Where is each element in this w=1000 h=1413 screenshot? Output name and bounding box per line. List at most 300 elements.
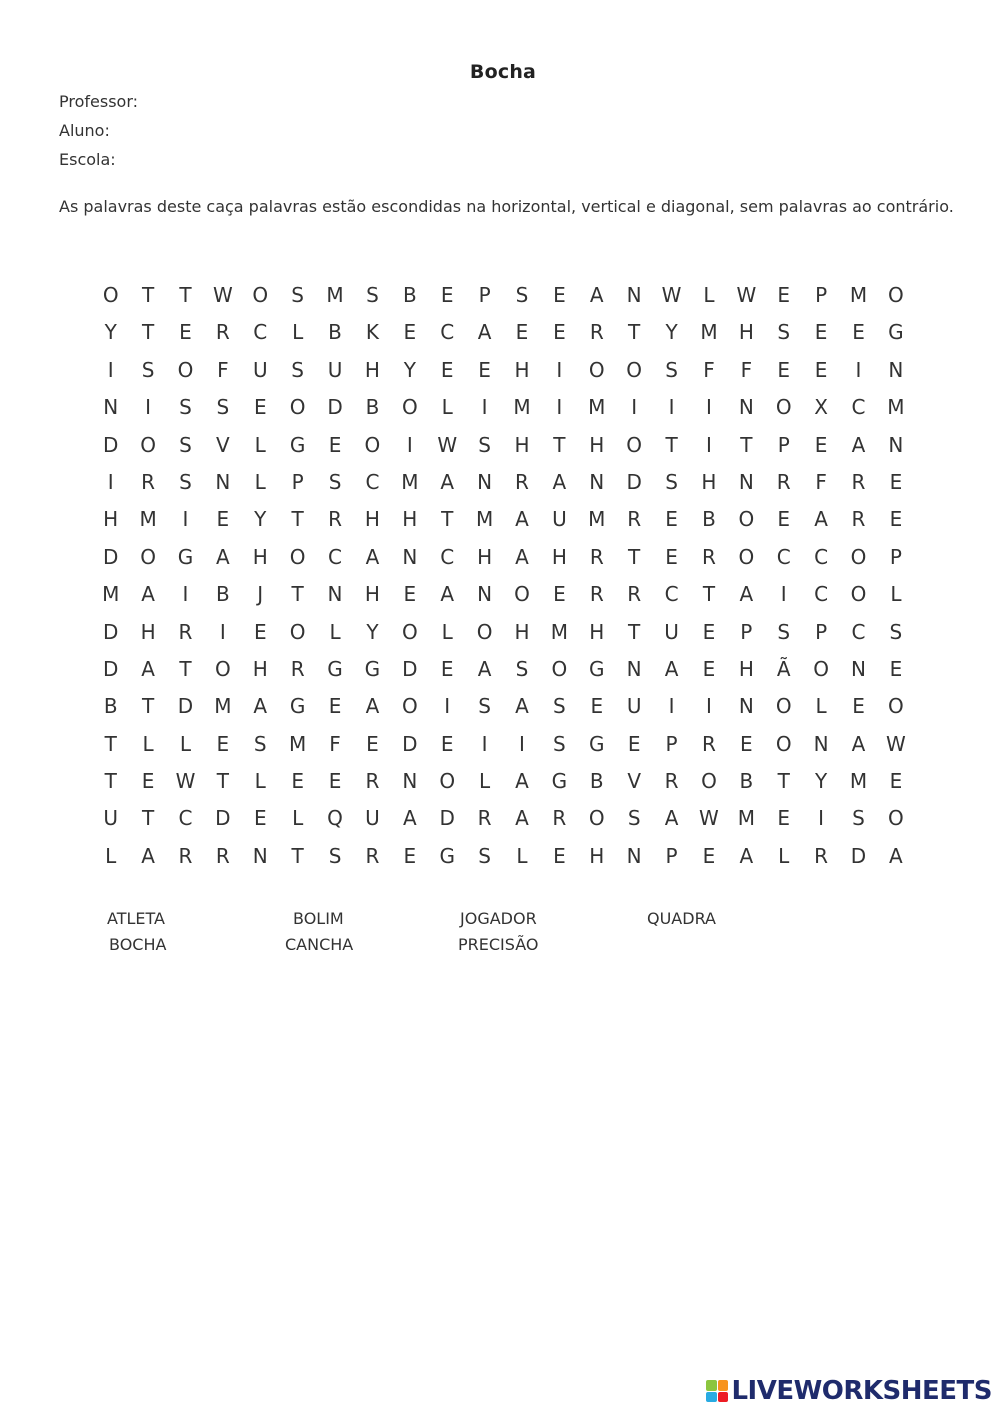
grid-cell[interactable]: H xyxy=(477,544,493,569)
grid-cell[interactable]: M xyxy=(475,507,494,532)
grid-cell[interactable]: D xyxy=(327,395,343,420)
grid-cell[interactable]: L xyxy=(815,694,827,719)
grid-cell[interactable]: N xyxy=(738,694,754,719)
grid-cell[interactable]: R xyxy=(290,656,305,681)
grid-cell[interactable]: W xyxy=(212,283,233,307)
grid-cell[interactable]: O xyxy=(439,769,456,794)
grid-cell[interactable]: E xyxy=(553,582,566,607)
grid-cell[interactable]: I xyxy=(444,694,451,719)
grid-cell[interactable]: L xyxy=(890,582,902,607)
grid-cell[interactable]: E xyxy=(702,619,716,644)
grid-cell[interactable]: I xyxy=(556,395,563,420)
grid-cell[interactable]: A xyxy=(477,656,492,681)
grid-cell[interactable]: I xyxy=(107,357,114,382)
grid-cell[interactable]: H xyxy=(589,619,605,644)
grid-cell[interactable]: L xyxy=(292,320,304,345)
grid-cell[interactable]: U xyxy=(365,806,380,831)
grid-cell[interactable]: E xyxy=(253,619,267,644)
grid-cell[interactable]: H xyxy=(402,507,418,532)
grid-cell[interactable]: H xyxy=(514,619,530,644)
grid-cell[interactable]: B xyxy=(589,769,604,794)
grid-cell[interactable]: S xyxy=(179,469,192,494)
grid-cell[interactable]: V xyxy=(216,432,230,457)
grid-cell[interactable]: M xyxy=(214,694,232,719)
grid-cell[interactable]: J xyxy=(257,582,264,607)
grid-cell[interactable]: E xyxy=(889,769,903,794)
grid-cell[interactable]: O xyxy=(775,694,792,719)
grid-cell[interactable]: A xyxy=(739,843,754,868)
grid-cell[interactable]: O xyxy=(888,283,904,307)
grid-cell[interactable]: O xyxy=(252,283,269,307)
grid-cell[interactable]: E xyxy=(291,769,304,794)
grid-cell[interactable]: O xyxy=(401,694,418,719)
grid-cell[interactable]: O xyxy=(289,544,306,569)
grid-cell[interactable]: R xyxy=(365,769,380,794)
grid-cell[interactable]: L xyxy=(292,806,304,831)
grid-cell[interactable]: W xyxy=(699,806,719,831)
grid-cell[interactable]: A xyxy=(515,507,529,532)
grid-cell[interactable]: Y xyxy=(104,320,117,345)
grid-cell[interactable]: C xyxy=(253,320,268,345)
grid-cell[interactable]: E xyxy=(590,694,604,719)
grid-cell[interactable]: M xyxy=(513,395,531,420)
grid-cell[interactable]: U xyxy=(664,619,679,644)
grid-cell[interactable]: A xyxy=(589,283,604,307)
grid-cell[interactable]: N xyxy=(626,843,642,868)
grid-cell[interactable]: S xyxy=(852,806,865,831)
grid-cell[interactable]: A xyxy=(739,582,754,607)
grid-cell[interactable]: O xyxy=(551,656,568,681)
grid-cell[interactable]: C xyxy=(776,544,791,569)
grid-cell[interactable]: E xyxy=(403,320,417,345)
grid-cell[interactable]: S xyxy=(665,469,678,494)
grid-cell[interactable]: Y xyxy=(366,619,379,644)
grid-cell[interactable]: A xyxy=(664,656,679,681)
grid-cell[interactable]: M xyxy=(849,769,868,794)
grid-cell[interactable]: S xyxy=(515,656,529,681)
grid-cell[interactable]: O xyxy=(888,806,904,831)
grid-cell[interactable]: M xyxy=(700,320,718,345)
grid-cell[interactable]: N xyxy=(626,283,642,307)
grid-cell[interactable]: E xyxy=(665,544,678,569)
grid-cell[interactable]: E xyxy=(328,769,342,794)
grid-cell[interactable]: E xyxy=(553,843,566,868)
grid-cell[interactable]: M xyxy=(102,582,120,607)
grid-cell[interactable]: O xyxy=(588,806,605,831)
grid-cell[interactable]: N xyxy=(851,656,866,681)
grid-cell[interactable]: V xyxy=(627,769,641,794)
grid-cell[interactable]: T xyxy=(179,283,192,307)
grid-cell[interactable]: S xyxy=(777,320,791,345)
grid-cell[interactable]: D xyxy=(402,731,418,756)
grid-cell[interactable]: G xyxy=(177,544,194,569)
grid-cell[interactable]: H xyxy=(364,507,380,532)
grid-cell[interactable]: C xyxy=(814,582,829,607)
grid-cell[interactable]: I xyxy=(780,582,787,607)
grid-cell[interactable]: E xyxy=(889,656,903,681)
grid-cell[interactable]: E xyxy=(553,320,566,345)
grid-cell[interactable]: I xyxy=(182,507,189,532)
grid-cell[interactable]: A xyxy=(664,806,679,831)
grid-cell[interactable]: G xyxy=(551,769,568,794)
grid-cell[interactable]: M xyxy=(401,469,419,494)
grid-cell[interactable]: R xyxy=(477,806,492,831)
grid-cell[interactable]: C xyxy=(440,544,455,569)
grid-cell[interactable]: F xyxy=(703,357,715,382)
grid-cell[interactable]: M xyxy=(550,619,569,644)
grid-cell[interactable]: H xyxy=(252,656,268,681)
grid-cell[interactable]: H xyxy=(364,582,380,607)
grid-cell[interactable]: Y xyxy=(665,320,678,345)
grid-cell[interactable]: Ã xyxy=(776,656,791,681)
grid-cell[interactable]: S xyxy=(889,619,903,644)
grid-cell[interactable]: D xyxy=(102,544,119,569)
grid-cell[interactable]: M xyxy=(849,283,868,307)
grid-cell[interactable]: L xyxy=(179,731,192,756)
grid-cell[interactable]: R xyxy=(776,469,791,494)
grid-cell[interactable]: S xyxy=(253,731,267,756)
grid-cell[interactable]: I xyxy=(145,395,152,420)
grid-cell[interactable]: L xyxy=(516,843,528,868)
grid-cell[interactable]: F xyxy=(329,731,341,756)
grid-cell[interactable]: I xyxy=(481,395,488,420)
grid-cell[interactable]: I xyxy=(705,395,712,420)
grid-cell[interactable]: P xyxy=(815,283,828,307)
grid-cell[interactable]: E xyxy=(740,731,753,756)
grid-cell[interactable]: D xyxy=(402,656,418,681)
grid-cell[interactable]: O xyxy=(289,395,306,420)
grid-cell[interactable]: F xyxy=(740,357,753,382)
grid-cell[interactable]: M xyxy=(737,806,755,831)
grid-cell[interactable]: B xyxy=(739,769,754,794)
grid-cell[interactable]: T xyxy=(291,582,304,607)
grid-cell[interactable]: S xyxy=(553,694,566,719)
grid-cell[interactable]: T xyxy=(291,843,304,868)
grid-cell[interactable]: E xyxy=(440,656,454,681)
grid-cell[interactable]: O xyxy=(888,694,904,719)
grid-cell[interactable]: H xyxy=(252,544,268,569)
grid-cell[interactable]: L xyxy=(479,769,491,794)
grid-cell[interactable]: T xyxy=(628,320,641,345)
grid-cell[interactable]: N xyxy=(888,357,904,382)
grid-cell[interactable]: E xyxy=(553,283,566,307)
grid-cell[interactable]: L xyxy=(703,283,715,307)
grid-cell[interactable]: A xyxy=(365,544,380,569)
grid-cell[interactable]: Y xyxy=(815,769,828,794)
grid-cell[interactable]: T xyxy=(740,432,753,457)
grid-cell[interactable]: R xyxy=(627,582,642,607)
grid-cell[interactable]: S xyxy=(291,283,304,307)
grid-cell[interactable]: T xyxy=(702,582,716,607)
grid-cell[interactable]: C xyxy=(328,544,343,569)
grid-cell[interactable]: L xyxy=(254,432,266,457)
grid-cell[interactable]: A xyxy=(365,694,380,719)
grid-cell[interactable]: S xyxy=(553,731,566,756)
grid-cell[interactable]: B xyxy=(402,283,417,307)
grid-cell[interactable]: T xyxy=(104,731,117,756)
grid-cell[interactable]: E xyxy=(814,320,828,345)
grid-cell[interactable]: E xyxy=(777,806,791,831)
grid-cell[interactable]: K xyxy=(365,320,379,345)
grid-cell[interactable]: E xyxy=(478,357,491,382)
grid-cell[interactable]: T xyxy=(216,769,229,794)
grid-cell[interactable]: S xyxy=(478,432,491,457)
grid-cell[interactable]: R xyxy=(365,843,380,868)
grid-cell[interactable]: A xyxy=(515,544,529,569)
grid-cell[interactable]: A xyxy=(552,469,567,494)
grid-cell[interactable]: O xyxy=(476,619,493,644)
grid-cell[interactable]: S xyxy=(328,843,342,868)
grid-cell[interactable]: U xyxy=(252,357,268,382)
grid-cell[interactable]: O xyxy=(401,619,418,644)
grid-cell[interactable]: P xyxy=(665,843,678,868)
grid-cell[interactable]: I xyxy=(668,395,675,420)
grid-cell[interactable]: N xyxy=(477,469,493,494)
grid-cell[interactable]: H xyxy=(701,469,717,494)
grid-cell[interactable]: P xyxy=(777,432,790,457)
grid-cell[interactable]: C xyxy=(440,320,455,345)
grid-cell[interactable]: N xyxy=(738,395,754,420)
grid-cell[interactable]: R xyxy=(515,469,529,494)
grid-cell[interactable]: E xyxy=(665,507,678,532)
grid-cell[interactable]: R xyxy=(589,544,604,569)
grid-cell[interactable]: S xyxy=(366,283,379,307)
grid-cell[interactable]: O xyxy=(177,357,194,382)
grid-cell[interactable]: T xyxy=(628,544,641,569)
grid-cell[interactable]: G xyxy=(364,656,381,681)
grid-cell[interactable]: O xyxy=(775,395,792,420)
grid-cell[interactable]: R xyxy=(178,843,193,868)
grid-cell[interactable]: O xyxy=(514,582,530,607)
grid-cell[interactable]: O xyxy=(738,544,755,569)
grid-cell[interactable]: B xyxy=(365,395,380,420)
grid-cell[interactable]: T xyxy=(553,432,566,457)
grid-cell[interactable]: R xyxy=(589,582,604,607)
grid-cell[interactable]: D xyxy=(850,843,867,868)
grid-cell[interactable]: I xyxy=(406,432,413,457)
grid-cell[interactable]: H xyxy=(738,320,754,345)
grid-cell[interactable]: P xyxy=(815,619,828,644)
grid-cell[interactable]: N xyxy=(215,469,231,494)
grid-cell[interactable]: W xyxy=(661,283,682,307)
grid-cell[interactable]: R xyxy=(215,320,230,345)
grid-cell[interactable]: D xyxy=(439,806,455,831)
grid-cell[interactable]: S xyxy=(179,432,192,457)
grid-cell[interactable]: O xyxy=(102,283,119,307)
grid-cell[interactable]: P xyxy=(889,544,902,569)
grid-cell[interactable]: E xyxy=(852,320,865,345)
grid-cell[interactable]: O xyxy=(626,357,643,382)
grid-cell[interactable]: R xyxy=(178,619,193,644)
grid-cell[interactable]: E xyxy=(216,507,230,532)
grid-cell[interactable]: R xyxy=(589,320,604,345)
grid-cell[interactable]: O xyxy=(701,769,717,794)
grid-cell[interactable]: A xyxy=(814,507,828,532)
grid-cell[interactable]: P xyxy=(740,619,753,644)
grid-cell[interactable]: A xyxy=(851,731,866,756)
grid-cell[interactable]: W xyxy=(175,769,196,794)
grid-cell[interactable]: A xyxy=(141,843,155,868)
grid-cell[interactable]: E xyxy=(702,656,716,681)
grid-cell[interactable]: A xyxy=(402,806,417,831)
grid-cell[interactable]: C xyxy=(365,469,380,494)
grid-cell[interactable]: D xyxy=(102,432,119,457)
grid-cell[interactable]: I xyxy=(519,731,525,756)
grid-cell[interactable]: N xyxy=(252,843,268,868)
grid-cell[interactable]: E xyxy=(179,320,192,345)
grid-cell[interactable]: A xyxy=(515,806,529,831)
grid-cell[interactable]: E xyxy=(814,432,828,457)
grid-cell[interactable]: A xyxy=(216,544,230,569)
grid-cell[interactable]: T xyxy=(777,769,790,794)
grid-cell[interactable]: O xyxy=(775,731,792,756)
grid-cell[interactable]: I xyxy=(855,357,862,382)
grid-cell[interactable]: C xyxy=(851,395,866,420)
grid-cell[interactable]: H xyxy=(589,843,605,868)
grid-cell[interactable]: S xyxy=(515,283,529,307)
grid-cell[interactable]: O xyxy=(401,395,418,420)
grid-cell[interactable]: S xyxy=(478,694,491,719)
grid-cell[interactable]: U xyxy=(103,806,119,831)
grid-cell[interactable]: G xyxy=(439,843,455,868)
grid-cell[interactable]: A xyxy=(440,582,455,607)
grid-cell[interactable]: C xyxy=(178,806,193,831)
grid-cell[interactable]: A xyxy=(515,769,529,794)
grid-cell[interactable]: E xyxy=(253,806,267,831)
grid-cell[interactable]: B xyxy=(328,320,342,345)
grid-cell[interactable]: E xyxy=(403,843,417,868)
grid-cell[interactable]: H xyxy=(738,656,754,681)
grid-cell[interactable]: B xyxy=(702,507,716,532)
grid-cell[interactable]: L xyxy=(254,769,266,794)
grid-cell[interactable]: H xyxy=(140,619,156,644)
grid-cell[interactable]: T xyxy=(291,507,304,532)
grid-cell[interactable]: A xyxy=(515,694,529,719)
grid-cell[interactable]: A xyxy=(253,694,268,719)
grid-cell[interactable]: E xyxy=(440,283,454,307)
grid-cell[interactable]: S xyxy=(777,619,791,644)
grid-cell[interactable]: G xyxy=(289,694,306,719)
grid-cell[interactable]: E xyxy=(366,731,379,756)
grid-cell[interactable]: E xyxy=(216,731,230,756)
grid-cell[interactable]: D xyxy=(102,619,119,644)
grid-cell[interactable]: R xyxy=(851,507,866,532)
grid-cell[interactable]: N xyxy=(103,395,119,420)
grid-cell[interactable]: N xyxy=(626,656,642,681)
grid-cell[interactable]: T xyxy=(141,320,155,345)
grid-cell[interactable]: O xyxy=(140,544,156,569)
grid-cell[interactable]: O xyxy=(289,619,306,644)
grid-cell[interactable]: H xyxy=(103,507,119,532)
grid-cell[interactable]: O xyxy=(364,432,381,457)
grid-cell[interactable]: E xyxy=(889,469,903,494)
grid-cell[interactable]: T xyxy=(141,694,155,719)
grid-cell[interactable]: M xyxy=(588,507,606,532)
grid-cell[interactable]: H xyxy=(364,357,380,382)
grid-cell[interactable]: O xyxy=(214,656,231,681)
grid-cell[interactable]: I xyxy=(705,432,712,457)
grid-cell[interactable]: I xyxy=(668,694,675,719)
grid-cell[interactable]: U xyxy=(327,357,343,382)
grid-cell[interactable]: I xyxy=(818,806,825,831)
grid-cell[interactable]: E xyxy=(852,694,865,719)
grid-cell[interactable]: E xyxy=(814,357,828,382)
grid-cell[interactable]: M xyxy=(289,731,307,756)
grid-cell[interactable]: W xyxy=(886,731,906,756)
grid-cell[interactable]: L xyxy=(441,395,453,420)
grid-cell[interactable]: R xyxy=(814,843,829,868)
grid-cell[interactable]: A xyxy=(477,320,492,345)
grid-cell[interactable]: B xyxy=(216,582,230,607)
grid-cell[interactable]: T xyxy=(104,769,117,794)
grid-cell[interactable]: I xyxy=(107,469,114,494)
grid-cell[interactable]: H xyxy=(514,432,530,457)
grid-cell[interactable]: A xyxy=(141,656,155,681)
grid-cell[interactable]: C xyxy=(664,582,679,607)
grid-cell[interactable]: O xyxy=(626,432,643,457)
grid-cell[interactable]: O xyxy=(738,507,755,532)
grid-cell[interactable]: I xyxy=(481,731,488,756)
grid-cell[interactable]: U xyxy=(552,507,567,532)
grid-cell[interactable]: S xyxy=(328,469,342,494)
grid-cell[interactable]: B xyxy=(103,694,118,719)
grid-cell[interactable]: E xyxy=(627,731,641,756)
grid-cell[interactable]: N xyxy=(589,469,605,494)
grid-cell[interactable]: I xyxy=(705,694,712,719)
grid-cell[interactable]: G xyxy=(589,656,605,681)
grid-cell[interactable]: N xyxy=(813,731,829,756)
grid-cell[interactable]: I xyxy=(631,395,638,420)
grid-cell[interactable]: O xyxy=(140,432,156,457)
grid-cell[interactable]: T xyxy=(179,656,192,681)
grid-cell[interactable]: A xyxy=(440,469,455,494)
grid-cell[interactable]: E xyxy=(702,843,716,868)
grid-cell[interactable]: F xyxy=(815,469,827,494)
grid-cell[interactable]: F xyxy=(217,357,229,382)
grid-cell[interactable]: L xyxy=(778,843,790,868)
grid-cell[interactable]: S xyxy=(478,843,491,868)
grid-cell[interactable]: L xyxy=(254,469,266,494)
grid-cell[interactable]: E xyxy=(328,432,342,457)
grid-cell[interactable]: N xyxy=(738,469,754,494)
grid-cell[interactable]: D xyxy=(102,656,119,681)
grid-cell[interactable]: D xyxy=(626,469,642,494)
grid-cell[interactable]: E xyxy=(403,582,417,607)
grid-cell[interactable]: M xyxy=(887,395,905,420)
grid-cell[interactable]: G xyxy=(289,432,306,457)
grid-cell[interactable]: X xyxy=(814,395,828,420)
grid-cell[interactable]: T xyxy=(628,619,641,644)
grid-cell[interactable]: D xyxy=(215,806,231,831)
grid-cell[interactable]: S xyxy=(141,357,155,382)
grid-cell[interactable]: N xyxy=(402,769,418,794)
grid-cell[interactable]: Y xyxy=(254,507,267,532)
grid-cell[interactable]: O xyxy=(850,544,867,569)
grid-cell[interactable]: S xyxy=(627,806,641,831)
grid-cell[interactable]: R xyxy=(552,806,567,831)
grid-cell[interactable]: W xyxy=(736,283,757,307)
grid-cell[interactable]: R xyxy=(701,731,716,756)
grid-cell[interactable]: M xyxy=(326,283,344,307)
grid-cell[interactable]: E xyxy=(777,357,791,382)
grid-cell[interactable]: G xyxy=(589,731,605,756)
grid-cell[interactable]: G xyxy=(888,320,904,345)
grid-cell[interactable]: W xyxy=(437,432,458,457)
grid-cell[interactable]: T xyxy=(665,432,678,457)
grid-cell[interactable]: M xyxy=(588,395,606,420)
grid-cell[interactable]: R xyxy=(664,769,679,794)
grid-cell[interactable]: O xyxy=(813,656,829,681)
